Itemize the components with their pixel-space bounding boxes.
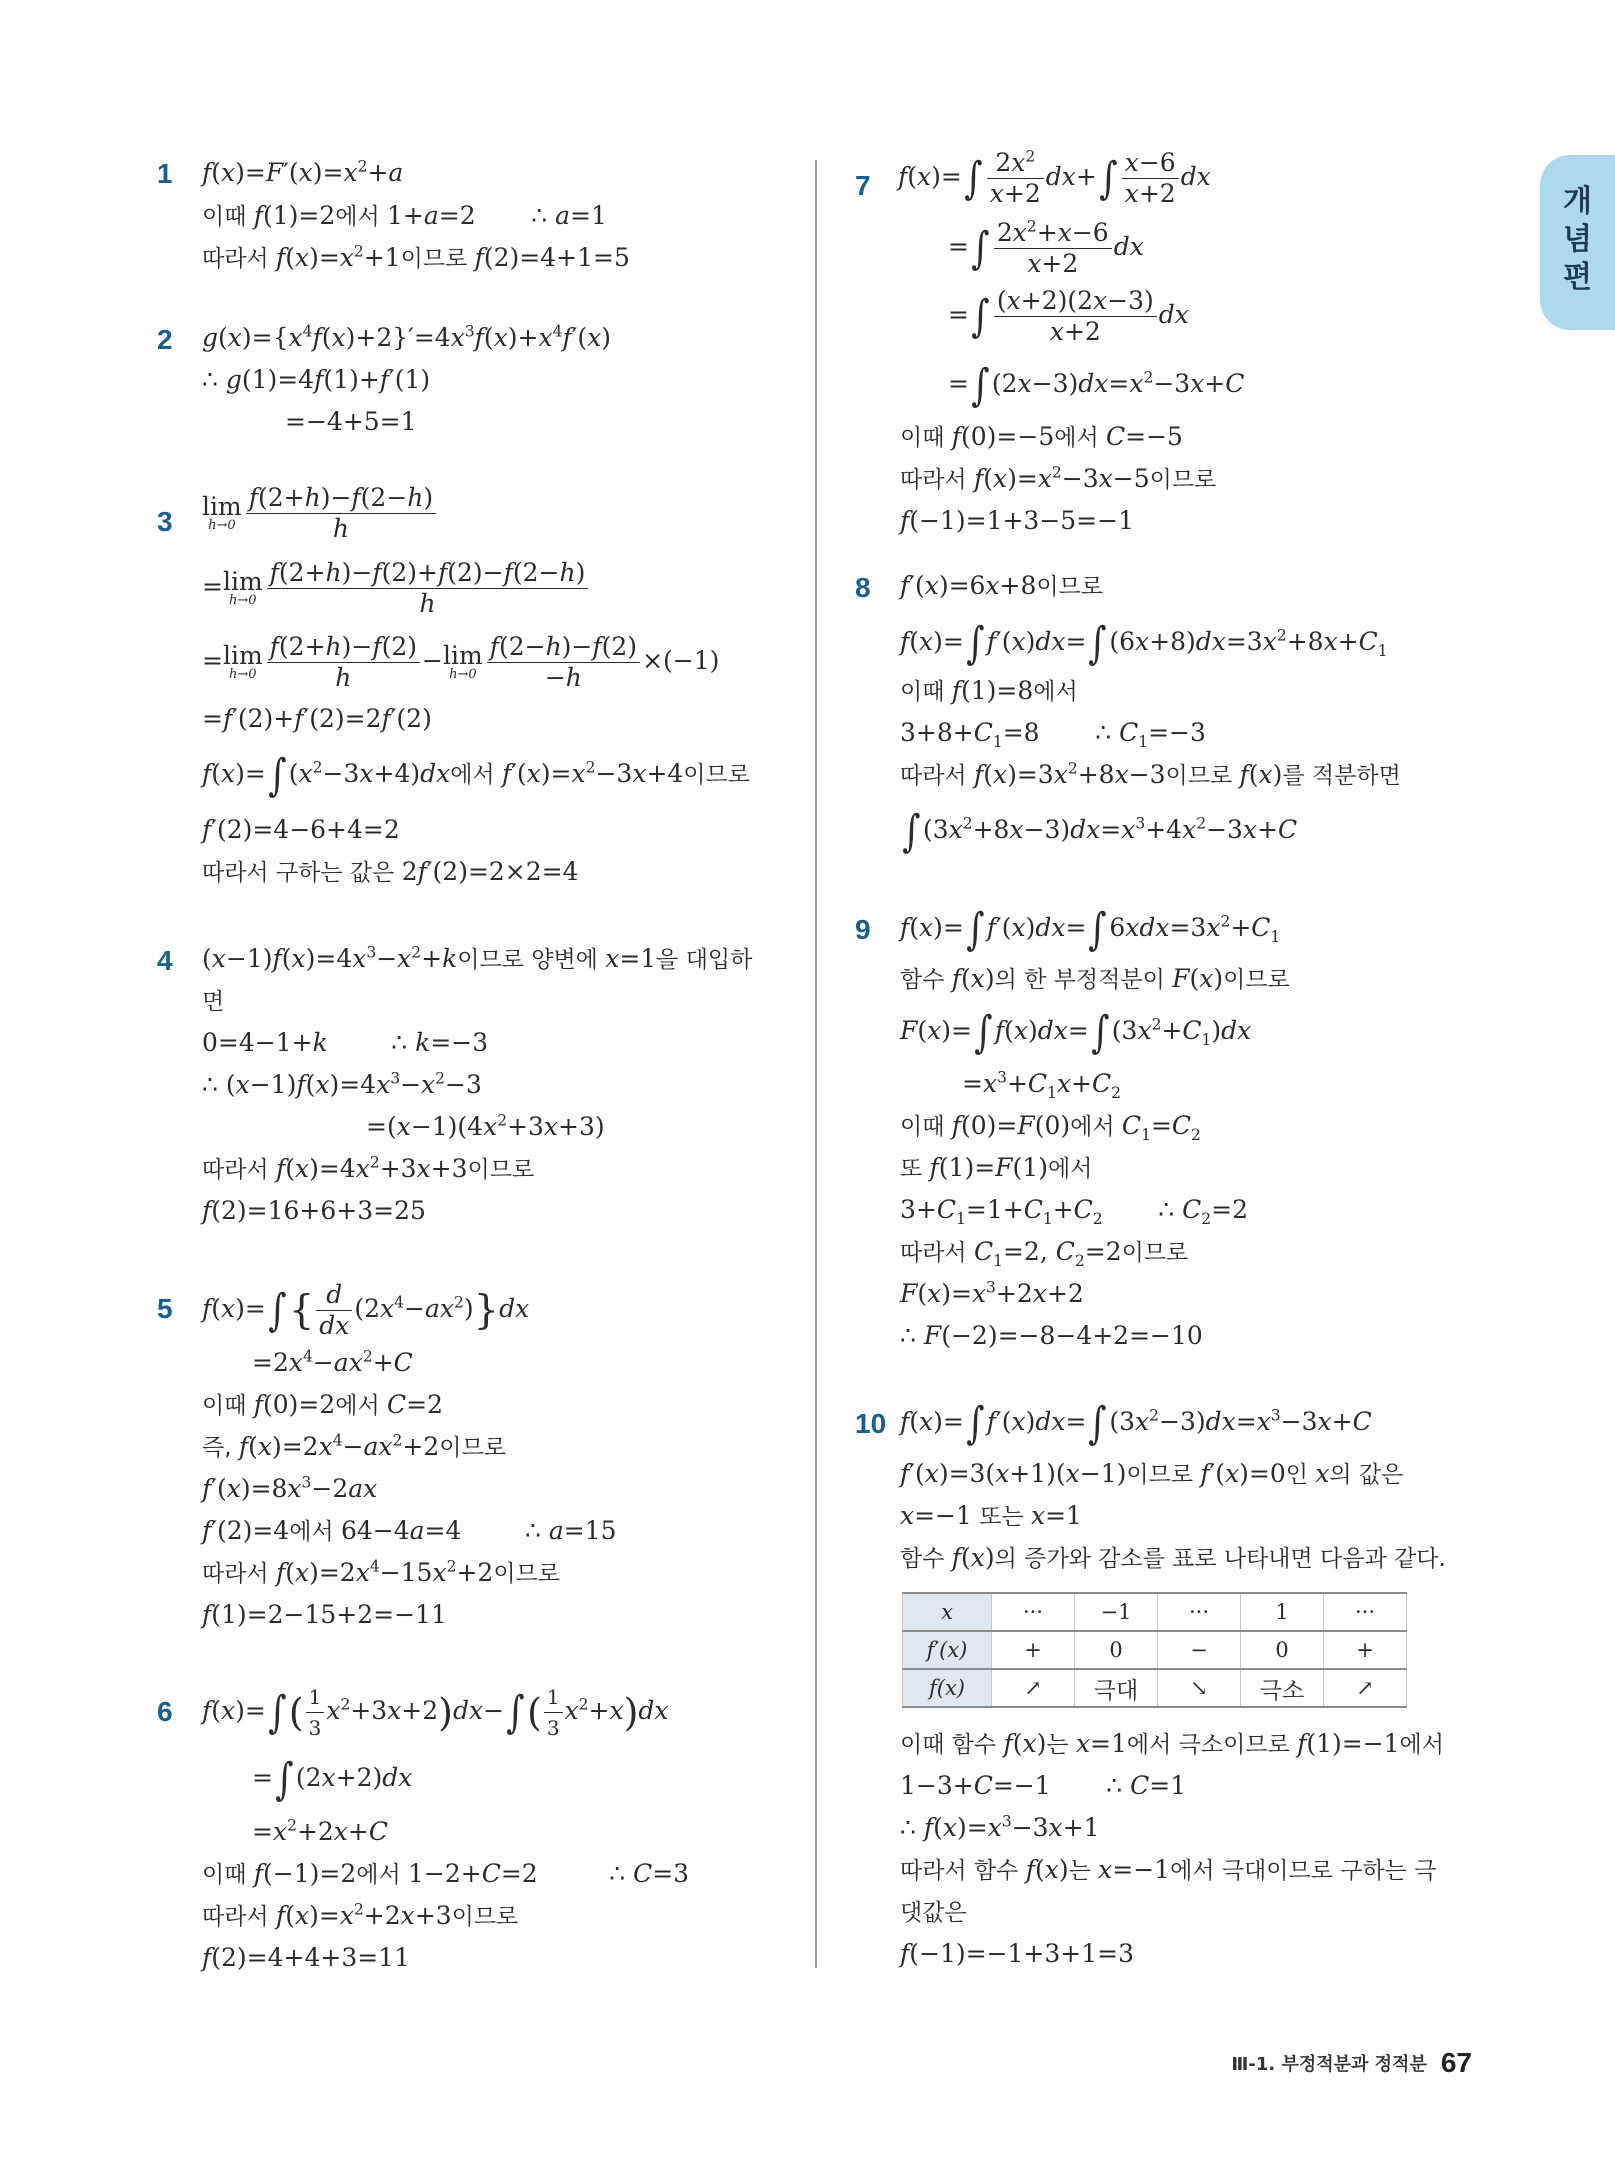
math-line: f(−1)=−1+3+1=3 xyxy=(900,1939,1134,1968)
sign-table-head: f′(x) xyxy=(903,1631,992,1669)
problem-number: 9 xyxy=(855,914,871,945)
math-line: $(x-1)f(x)=4x^3-x^2+k$이므로 양변에 x=1을 대입하 xyxy=(202,943,753,973)
math-line: f(1)=2−15+2=−11 xyxy=(202,1600,447,1629)
sign-table-cell: + xyxy=(1324,1631,1407,1669)
math-line: $=\int(2x-3)dx=x^2-3x+C$ xyxy=(948,359,1245,411)
math-line: 따라서 $f(x)=x^2-3x-5$이므로 xyxy=(900,463,1217,493)
math-line: f′(x)=3(x+1)(x−1)이므로 f′(x)=0인 x의 값은 xyxy=(900,1459,1404,1488)
math-line: 함수 f(x)의 증가와 감소를 표로 나타내면 다음과 같다. xyxy=(900,1543,1446,1572)
sign-table-cell: 극소 xyxy=(1241,1669,1324,1707)
problem-number: 7 xyxy=(855,170,871,201)
section-tab xyxy=(1540,155,1615,330)
sign-table-cell: 1 xyxy=(1241,1593,1324,1631)
sign-table-cell: + xyxy=(992,1631,1075,1669)
math-line: $F(x)=x^3+2x+2$ xyxy=(900,1278,1084,1308)
math-line: 이때 f(1)=8에서 xyxy=(900,676,1078,705)
math-line: x=−1 또는 x=1 xyxy=(900,1501,1082,1530)
sign-table-cell: 극대 xyxy=(1075,1669,1158,1707)
section-tab-char-1: 개 xyxy=(1563,184,1592,219)
section-title: Ⅲ-1. 부정적분과 정적분 xyxy=(1231,2054,1427,2075)
math-line: $F(x)=\int f(x)dx=\int(3x^2+C_1)dx$ xyxy=(900,1006,1252,1058)
math-line: 이때 f(0)=−5에서 C=−5 xyxy=(900,422,1183,451)
math-line: 함수 f(x)의 한 부정적분이 F(x)이므로 xyxy=(900,964,1290,993)
math-line: 따라서 $f(x)=x^2+2x+3$이므로 xyxy=(202,1900,519,1930)
math-line: $g(x)=\{x^4f(x)+2\}'=4x^3f(x)+x^4f'(x)$ xyxy=(202,322,612,352)
problem-number: 3 xyxy=(157,506,173,537)
math-line: =∫ $\frac{2x^2+x-6}{x+2}$ dx xyxy=(948,217,1144,278)
math-line: 또 f(1)=F(1)에서 xyxy=(900,1153,1093,1182)
section-tab-char-2: 념 xyxy=(1563,222,1592,257)
sign-table-row xyxy=(903,1631,1407,1669)
sign-table-cell: − xyxy=(1158,1631,1241,1669)
sign-table-row xyxy=(903,1669,1407,1707)
sign-table-cell: 0 xyxy=(1075,1631,1158,1669)
sign-table-row xyxy=(903,1593,1407,1631)
page-footer xyxy=(1231,2047,1472,2079)
math-line: $\int(3x^2+8x-3)dx=x^3+4x^2-3x+C$ xyxy=(902,805,1298,857)
sign-table-cell: ↗ xyxy=(1324,1669,1407,1707)
math-line: =−4+5=1 xyxy=(285,407,417,436)
page-number: 67 xyxy=(1440,2047,1472,2078)
sign-table-cell: ··· xyxy=(1324,1593,1407,1631)
math-line: lim h→0 $\frac{f(2+h)-f(2-h)}{h}$ xyxy=(202,483,438,544)
math-line: 이때 f(1)=2에서 1+a=2 ∴ a=1 xyxy=(202,201,607,230)
math-line: 따라서 $f(x)=2x^4-15x^2+2$이므로 xyxy=(202,1557,560,1587)
math-line: =∫(2x+2)dx xyxy=(252,1753,413,1805)
sign-table-cell: −1 xyxy=(1075,1593,1158,1631)
math-line: f′(2)=4−6+4=2 xyxy=(202,815,400,844)
problem-number: 5 xyxy=(157,1293,173,1324)
sign-table-cell: ↘ xyxy=(1158,1669,1241,1707)
math-line: $f(x)=\int(x^2-3x+4)dx$에서 $f'(x)=x^2-3x+4$이므로 xyxy=(202,749,750,801)
math-line: ∴ g(1)=4f(1)+f′(1) xyxy=(202,365,431,394)
math-line: $f'(x)=8x^3-2ax$ xyxy=(202,1473,378,1503)
math-line: f(x)=∫ $\frac{2x^2}{x+2}$ dx+∫ $\frac{x-6}{x+2}$ dx xyxy=(898,147,1211,208)
math-line: $f(x)=F'(x)=x^2+a$ xyxy=(202,157,404,187)
math-line: 댓값은 xyxy=(900,1900,967,1926)
math-line: $f(x)=\int f'(x)dx=\int 6xdx=3x^2+C_1$ xyxy=(900,903,1281,955)
problem-number: 8 xyxy=(855,572,871,603)
math-line: 0=4−1+k ∴ k=−3 xyxy=(202,1028,489,1057)
sign-table-head: x xyxy=(903,1593,992,1631)
sign-table-cell: 0 xyxy=(1241,1631,1324,1669)
math-line: =∫ $\frac{(x+2)(2x-3)}{x+2}$ dx xyxy=(948,286,1189,346)
math-line: $f(x)=\int f'(x)dx=\int(3x^2-3)dx=x^3-3x+C$ xyxy=(900,1397,1372,1449)
math-line: f′(x)=6x+8이므로 xyxy=(900,571,1104,600)
sign-table-cell: ··· xyxy=(1158,1593,1241,1631)
math-line: 이때 f(0)=2에서 C=2 xyxy=(202,1390,444,1419)
math-line: 이때 f(0)=F(0)에서 $C_1=C_2$ xyxy=(900,1111,1201,1144)
math-line: $f(x)=\int f'(x)dx=\int(6x+8)dx=3x^2+8x+C_1$ xyxy=(900,617,1388,669)
math-line: f(2)=16+6+3=25 xyxy=(202,1196,426,1225)
sign-table-cell: ↗ xyxy=(992,1669,1075,1707)
math-line: = lim h→0 $\frac{f(2+h)-f(2)}{h}$ − lim h→0 $\frac{f(2-h)-f(2)}{-h}$ ×(−1) xyxy=(202,632,720,692)
problem-number: 2 xyxy=(157,324,173,355)
math-line: 이때 f(−1)=2에서 1−2+C=2 ∴ C=3 xyxy=(202,1859,690,1888)
math-line: 1−3+C=−1 ∴ C=1 xyxy=(900,1771,1187,1800)
math-line: f(−1)=1+3−5=−1 xyxy=(900,506,1134,535)
math-line: = lim h→0 $\frac{f(2+h)-f(2)+f(2)-f(2-h)}{h}$ xyxy=(202,558,590,619)
problem-number: 1 xyxy=(157,158,173,189)
math-line: 따라서 구하는 값은 2f′(2)=2×2=4 xyxy=(202,857,579,886)
math-line: ∴ $f(x)=x^3-3x+1$ xyxy=(900,1812,1100,1842)
sign-table-head: f(x) xyxy=(903,1669,992,1707)
math-line: 따라서 함수 f(x)는 x=−1에서 극대이므로 구하는 극 xyxy=(900,1855,1437,1884)
math-line: f′(2)=4에서 64−4a=4 ∴ a=15 xyxy=(202,1516,617,1545)
math-line: f(x)=∫{ $\frac{d}{dx}$ $(2x^4-ax^2)\}dx$ xyxy=(202,1280,530,1340)
sign-table xyxy=(902,1592,1407,1708)
math-line: 따라서 $f(x)=4x^2+3x+3$이므로 xyxy=(202,1153,535,1183)
math-line: 따라서 $f(x)=x^2+1$이므로 f(2)=4+1=5 xyxy=(202,242,630,272)
math-line: $3+C_1=1+C_1+C_2$ ∴ $C_2=2$ xyxy=(900,1195,1249,1228)
math-line: f(x)=∫( $\frac{1}{3}$ $x^2+3x+2)dx-\int$( $\frac{1}{3}$ $x^2+x)dx$ xyxy=(202,1682,669,1743)
math-line: ∴ F(−2)=−8−4+2=−10 xyxy=(900,1321,1203,1350)
math-line: $=2x^4-ax^2+C$ xyxy=(252,1347,413,1377)
problem-number: 10 xyxy=(855,1408,887,1439)
math-line: f(2)=4+4+3=11 xyxy=(202,1943,410,1972)
math-line: $=(x-1)(4x^2+3x+3)$ xyxy=(366,1111,605,1141)
math-line: =f′(2)+f′(2)=2f′(2) xyxy=(202,704,432,733)
column-divider xyxy=(815,160,817,1968)
math-line: $=x^3+C_1x+C_2$ xyxy=(962,1068,1121,1102)
math-line: 면 xyxy=(202,989,225,1015)
math-line: 즉, $f(x)=2x^4-ax^2+2$이므로 xyxy=(202,1431,506,1461)
math-line: 따라서 $C_1=2$, $C_2=2$이므로 xyxy=(900,1237,1189,1270)
problem-number: 4 xyxy=(157,945,173,976)
math-line: $3+8+C_1=8$ ∴ $C_1=-3$ xyxy=(900,718,1206,751)
math-line: 따라서 $f(x)=3x^2+8x-3$이므로 f(x)를 적분하면 xyxy=(900,759,1401,789)
sign-table-cell: ··· xyxy=(992,1593,1075,1631)
section-tab-char-3: 편 xyxy=(1563,260,1592,295)
problem-number: 6 xyxy=(157,1696,173,1727)
math-line: 이때 함수 f(x)는 x=1에서 극소이므로 f(1)=−1에서 xyxy=(900,1729,1444,1758)
math-line: ∴ $(x-1)f(x)=4x^3-x^2-3$ xyxy=(202,1069,482,1099)
math-line: $=x^2+2x+C$ xyxy=(252,1816,388,1846)
